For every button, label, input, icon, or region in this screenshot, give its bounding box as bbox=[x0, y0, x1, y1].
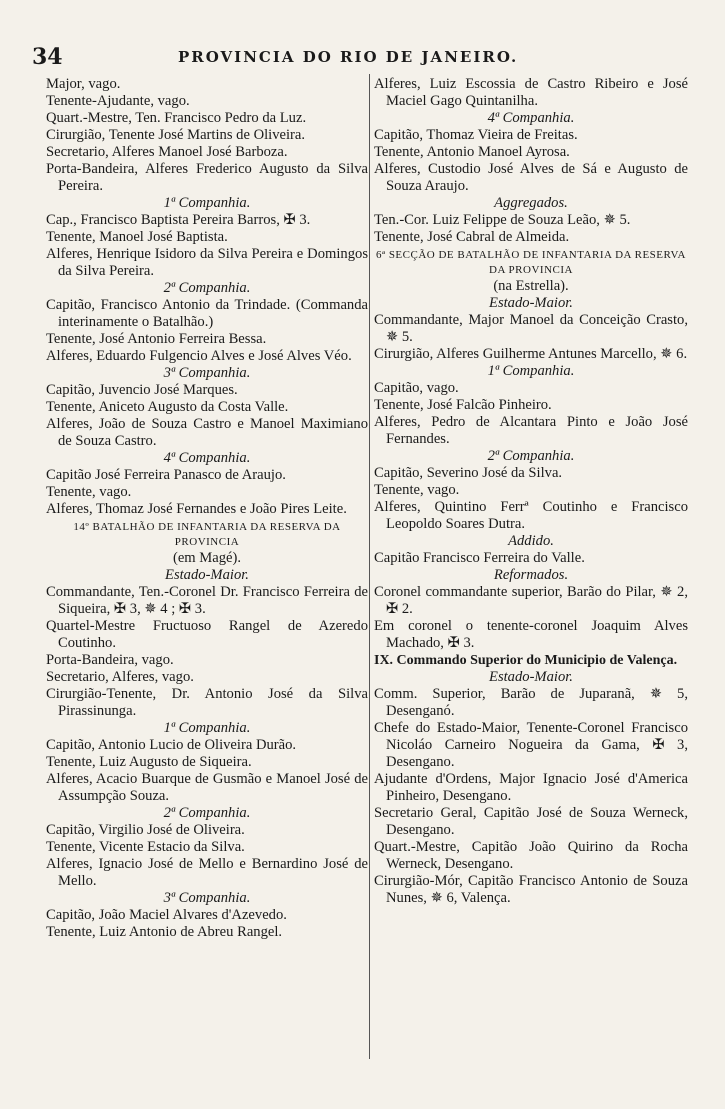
roster-entry: Capitão Francisco Ferreira do Valle. bbox=[374, 550, 585, 566]
subsection-heading: 2ª Companhia. bbox=[163, 280, 251, 296]
roster-entry: Tenente, José Cabral de Almeida. bbox=[374, 229, 570, 245]
roster-entry: Tenente, José Falcão Pinheiro. bbox=[374, 397, 552, 413]
roster-entry: Secretario Geral, Capitão José de Souza Werneck, Desengano. bbox=[374, 805, 688, 838]
roster-entry: Alferes, Henrique Isidoro da Silva Pereira e Domingos da Silva Pereira. bbox=[46, 246, 368, 279]
roster-entry: Tenente, José Antonio Ferreira Bessa. bbox=[46, 331, 267, 347]
roster-entry: Ajudante d'Ordens, Major Ignacio José d'America Pinheiro, Desengano. bbox=[374, 771, 688, 804]
roster-entry: Alferes, Custodio José Alves de Sá e Augusto de Souza Araujo. bbox=[374, 161, 688, 194]
subsection-heading: 4ª Companhia. bbox=[487, 110, 575, 126]
roster-entry: Cirurgião-Mór, Capitão Francisco Antonio de Souza Nunes, ✵ 6, Valença. bbox=[374, 873, 688, 906]
column-divider bbox=[369, 74, 370, 1059]
roster-entry: Cirurgião, Tenente José Martins de Oliveira. bbox=[46, 127, 306, 143]
roster-entry: Coronel commandante superior, Barão do Pilar, ✵ 2, ✠ 2. bbox=[374, 584, 688, 617]
subsection-heading: 3ª Companhia. bbox=[163, 890, 251, 906]
subsection-heading: 2ª Companhia. bbox=[163, 805, 251, 821]
roster-entry: Capitão, Francisco Antonio da Trindade. (Commanda interinamente o Batalhão.) bbox=[46, 297, 368, 330]
roster-entry: Alferes, João de Souza Castro e Manoel Maximiano de Souza Castro. bbox=[46, 416, 368, 449]
roster-entry: Capitão, vago. bbox=[374, 380, 459, 396]
page-header bbox=[0, 44, 725, 70]
roster-entry: Alferes, Thomaz José Fernandes e João Pires Leite. bbox=[46, 501, 347, 517]
roster-entry: Commandante, Major Manoel da Conceição Crasto, ✵ 5. bbox=[374, 312, 688, 345]
roster-entry: Chefe do Estado-Maior, Tenente-Coronel Francisco Nicoláo Carneiro Nogueira da Gama, ✠ 3, Desengano. bbox=[374, 720, 688, 770]
subsection-heading: Reformados. bbox=[493, 567, 569, 583]
roster-entry: Capitão, Severino José da Silva. bbox=[374, 465, 563, 481]
roster-entry: Em coronel o tenente-coronel Joaquim Alves Machado, ✠ 3. bbox=[374, 618, 688, 651]
roster-entry: Tenente, vago. bbox=[46, 484, 132, 500]
subsection-heading: 1ª Companhia. bbox=[163, 720, 251, 736]
roster-entry: Tenente, Antonio Manoel Ayrosa. bbox=[374, 144, 570, 160]
roster-entry: Secretario, Alferes Manoel José Barboza. bbox=[46, 144, 288, 160]
roster-entry: Alferes, Acacio Buarque de Gusmão e Manoel José de Assumpção Souza. bbox=[46, 771, 368, 804]
roster-entry: Tenente, Luiz Augusto de Siqueira. bbox=[46, 754, 252, 770]
section-title-bold: IX. Commando Superior do Municipio de Valença. bbox=[374, 653, 678, 668]
roster-entry: Cap., Francisco Baptista Pereira Barros, ✠ 3. bbox=[46, 212, 311, 228]
subsection-heading: Estado-Maior. bbox=[165, 567, 249, 583]
subsection-heading: Estado-Maior. bbox=[489, 669, 573, 685]
roster-entry: Porta-Bandeira, vago. bbox=[46, 652, 174, 668]
roster-entry: Tenente, Manoel José Baptista. bbox=[46, 229, 228, 245]
roster-entry: Alferes, Eduardo Fulgencio Alves e José Alves Véo. bbox=[46, 348, 352, 364]
roster-entry: Alferes, Pedro de Alcantara Pinto e João José Fernandes. bbox=[374, 414, 688, 447]
roster-entry: Quart.-Mestre, Ten. Francisco Pedro da Luz. bbox=[46, 110, 307, 126]
roster-entry: Tenente-Ajudante, vago. bbox=[46, 93, 190, 109]
roster-entry: Porta-Bandeira, Alferes Frederico Augusto da Silva Pereira. bbox=[46, 161, 368, 194]
roster-entry: Comm. Superior, Barão de Juparanã, ✵ 5, Desenganó. bbox=[374, 686, 688, 719]
roster-entry: Tenente, Aniceto Augusto da Costa Valle. bbox=[46, 399, 289, 415]
roster-entry: Quart.-Mestre, Capitão João Quirino da Rocha Werneck, Desengano. bbox=[374, 839, 688, 872]
roster-entry: Tenente, vago. bbox=[374, 482, 460, 498]
roster-entry: Alferes, Quintino Ferrª Coutinho e Francisco Leopoldo Soares Dutra. bbox=[374, 499, 688, 532]
roster-entry: Alferes, Ignacio José de Mello e Bernardino José de Mello. bbox=[46, 856, 368, 889]
right-column bbox=[374, 76, 688, 907]
roster-entry: Capitão, Juvencio José Marques. bbox=[46, 382, 238, 398]
subsection-heading: 1ª Companhia. bbox=[163, 195, 251, 211]
subsection-heading: Estado-Maior. bbox=[489, 295, 573, 311]
roster-entry: Cirurgião-Tenente, Dr. Antonio José da Silva Pirassinunga. bbox=[46, 686, 368, 719]
subsection-heading: 1ª Companhia. bbox=[487, 363, 575, 379]
location-note: (em Magé). bbox=[172, 550, 242, 566]
roster-entry: Cirurgião, Alferes Guilherme Antunes Marcello, ✵ 6. bbox=[374, 346, 688, 362]
roster-entry: Ten.-Cor. Luiz Felippe de Souza Leão, ✵ 5. bbox=[374, 212, 631, 228]
roster-entry: Capitão José Ferreira Panasco de Araujo. bbox=[46, 467, 286, 483]
page-title: PROVINCIA DO RIO DE JANEIRO. bbox=[178, 48, 519, 66]
roster-entry: Capitão, Virgilio José de Oliveira. bbox=[46, 822, 245, 838]
roster-entry: Tenente, Luiz Antonio de Abreu Rangel. bbox=[46, 924, 283, 940]
roster-entry: Commandante, Ten.-Coronel Dr. Francisco Ferreira de Siqueira, ✠ 3, ✵ 4 ; ✠ 3. bbox=[46, 584, 368, 617]
left-column bbox=[46, 76, 368, 941]
subsection-heading: Addido. bbox=[508, 533, 554, 549]
roster-entry: Tenente, Vicente Estacio da Silva. bbox=[46, 839, 245, 855]
section-title: 6ª SECÇÃO DE BATALHÃO DE INFANTARIA DA RESERVA DA PROVINCIA bbox=[376, 249, 686, 276]
roster-entry: Capitão, Antonio Lucio de Oliveira Durão. bbox=[46, 737, 297, 753]
subsection-heading: Aggregados. bbox=[494, 195, 568, 211]
roster-entry: Quartel-Mestre Fructuoso Rangel de Azeredo Coutinho. bbox=[46, 618, 368, 651]
location-note: (na Estrella). bbox=[493, 278, 569, 294]
roster-entry: Secretario, Alferes, vago. bbox=[46, 669, 194, 685]
roster-entry: Alferes, Luiz Escossia de Castro Ribeiro e José Maciel Gago Quintanilha. bbox=[374, 76, 688, 109]
section-title: 14º BATALHÃO DE INFANTARIA DA RESERVA DA PROVINCIA bbox=[73, 521, 341, 548]
roster-entry: Capitão, Thomaz Vieira de Freitas. bbox=[374, 127, 578, 143]
subsection-heading: 2ª Companhia. bbox=[487, 448, 575, 464]
subsection-heading: 3ª Companhia. bbox=[163, 365, 251, 381]
roster-entry: Major, vago. bbox=[46, 76, 121, 92]
page-number: 34 bbox=[32, 44, 63, 70]
subsection-heading: 4ª Companhia. bbox=[163, 450, 251, 466]
roster-entry: Capitão, João Maciel Alvares d'Azevedo. bbox=[46, 907, 287, 923]
